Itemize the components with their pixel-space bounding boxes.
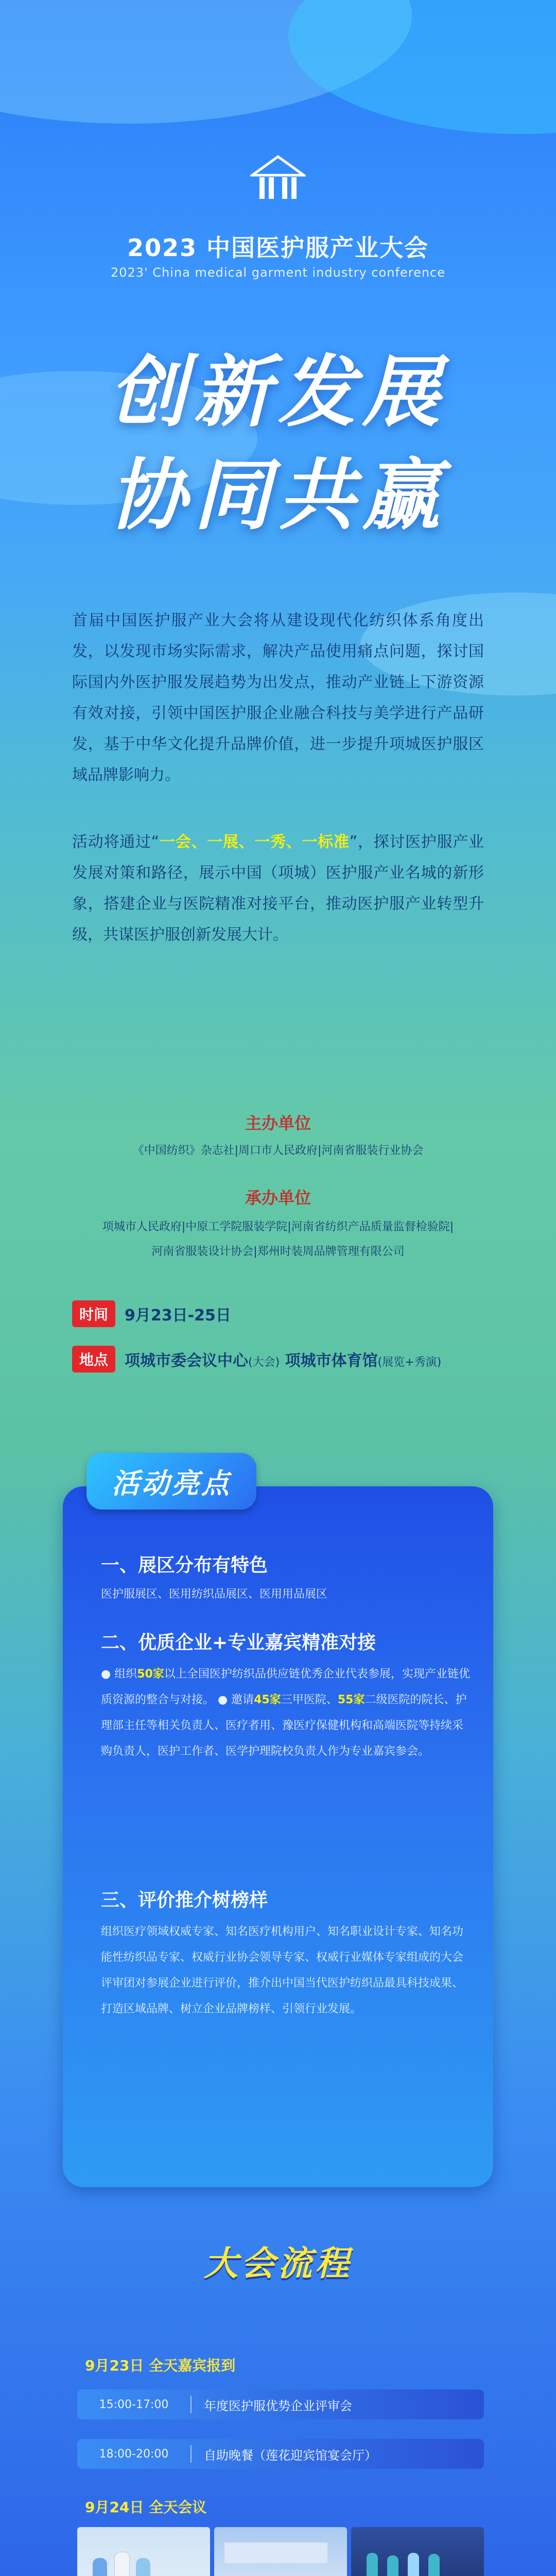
place-tag: 地点 [72, 1346, 115, 1372]
highlights-badge: 活动亮点 [86, 1453, 256, 1510]
headline-line-2: 协同共赢 [109, 450, 447, 540]
highlight-heading-3: 三、评价推介树榜样 [101, 1890, 268, 1911]
day2-title: 9月24日 全天会议 [85, 2499, 207, 2516]
agenda-text: 年度医护服优势企业评审会 [204, 2398, 352, 2413]
co-organizer-label: 承办单位 [245, 1188, 311, 1208]
day1-title: 9月23日 全天嘉宾报到 [85, 2357, 236, 2374]
agenda-item [77, 2439, 484, 2469]
time-value: 9月23日-25日 [125, 1307, 231, 1325]
conference-title: 2023 中国医护服产业大会 [127, 234, 429, 262]
time-row [72, 1298, 231, 1329]
event-photo [351, 2527, 484, 2576]
agenda-title: 大会流程 [204, 2244, 352, 2283]
highlight-heading-2: 二、优质企业+专业嘉宾精准对接 [101, 1632, 376, 1653]
agenda-item [77, 2389, 484, 2419]
co-organizer-text-1: 项城市人民政府|中原工学院服装学院|河南省纺织产品质量监督检验院| [102, 1221, 454, 1233]
highlight-phrase: 一会、一展、一秀、一标准 [159, 833, 350, 851]
decor-wave [288, 0, 556, 134]
agenda-time: 18:00-20:00 [99, 2447, 169, 2461]
highlight-text-3: 组织医疗领域权威专家、知名医疗机构用户、知名职业设计专家、知名功能性纺织品专家、权威行业协会领导专家、权威行业媒体专家组成的大会评审团对参展企业进行评价，推介出中国当代医护纺织品最具科技成果、打造区域品牌、树立企业品牌榜样、引领行业发展。 [101, 1925, 464, 2015]
host-text: 《中国纺织》杂志社|周口市人民政府|河南省服装行业协会 [132, 1144, 424, 1157]
place-row [72, 1344, 441, 1375]
agenda-time: 15:00-17:00 [99, 2398, 169, 2411]
highlight-text-1: 医护服展区、医用纺织品展区、医用用品展区 [101, 1588, 328, 1601]
host-label: 主办单位 [245, 1113, 311, 1133]
co-organizer-text-2: 河南省服装设计协会|郑州时装周品牌管理有限公司 [151, 1245, 405, 1258]
intro-paragraph-1: 首届中国医护服产业大会将从建设现代化纺织体系角度出发，以发现市场实际需求，解决产品使用痛点问题，探讨国际国内外医护服发展趋势为出发点，推动产业链上下游资源有效对接，引领中国医护服企业融合科技与美学进行产品研发，基于中华文化提升品牌价值，进一步提升项城医护服区域品牌影响力。 [72, 612, 484, 784]
conference-logo-icon [250, 155, 306, 201]
event-photo [214, 2527, 347, 2576]
place-value: 项城市委会议中心(大会) 项城市体育馆(展览+秀演) [125, 1352, 442, 1370]
event-photo-strip [77, 2527, 484, 2576]
intro-paragraph-2: 活动将通过“一会、一展、一秀、一标准”，探讨医护服产业发展对策和路径，展示中国（项城）医护服产业名城的新形象，搭建企业与医院精准对接平台，推动医护服产业转型升级，共谋医护服创新发展大计。 [72, 833, 484, 944]
conference-subtitle: 2023' China medical garment industry conference [110, 265, 446, 280]
highlight-heading-1: 一、展区分布有特色 [101, 1555, 268, 1576]
agenda-text: 自助晚餐（莲花迎宾馆宴会厅） [204, 2448, 377, 2463]
highlight-text-2: ● 组织50家以上全国医护纺织品供应链优秀企业代表参展，实现产业链优质资源的整合与对接。 ● 邀请45家三甲医院、55家二级医院的院长、护理部主任等相关负责人、医疗者用、豫医疗保健机构和高端医院等持续采购负责人，医护工作者、医学护理院校负责人作为专业嘉宾参会。 [101, 1668, 470, 1758]
headline-line-1: 创新发展 [109, 347, 447, 437]
time-tag: 时间 [72, 1300, 115, 1327]
event-photo [77, 2527, 210, 2576]
